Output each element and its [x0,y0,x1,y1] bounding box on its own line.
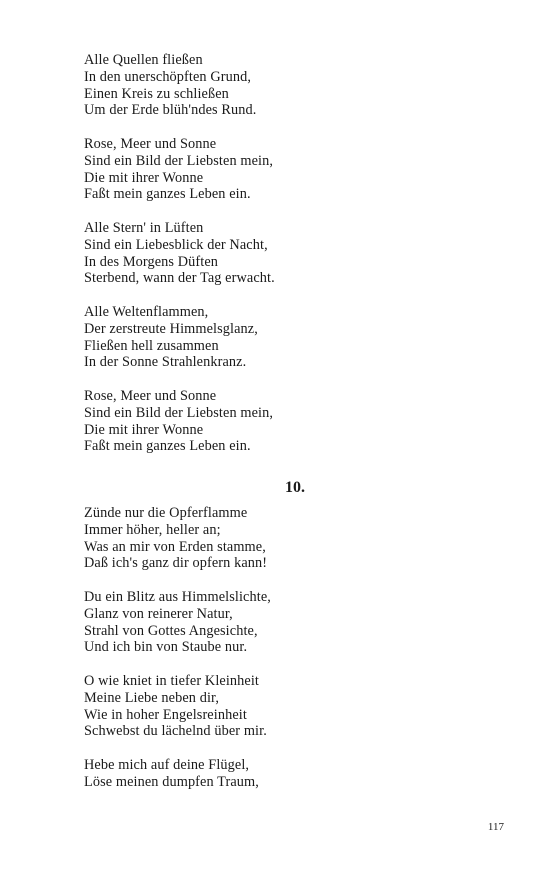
poem-line: Strahl von Gottes Angesichte, [84,622,258,639]
poem-line: Sterbend, wann der Tag erwacht. [84,270,275,287]
poem-line: Alle Quellen fließen [84,52,203,68]
poem-line: Fließen hell zusammen [84,337,219,354]
page-number: 117 [487,821,504,833]
poem-line: Schwebst du lächelnd über mir. [84,723,267,740]
poem-line: Einen Kreis zu schließen [84,85,229,102]
poem-line: Wie in hoher Engelsreinheit [84,706,247,723]
stanza [84,673,504,740]
poem-line: Faßt mein ganzes Leben ein. [84,186,251,203]
poem-line: Meine Liebe neben dir, [84,689,220,706]
poem-line: Löse meinen dumpfen Traum, [84,773,259,790]
poem-line: Hebe mich auf deine Flügel, [84,757,250,773]
poem-line: Du ein Blitz aus Himmelslichte, [84,589,271,605]
poem-line: Und ich bin von Staube nur. [84,639,248,656]
poem-line: Faßt mein ganzes Leben ein. [84,438,251,455]
poem-line: In des Morgens Düften [84,253,219,270]
poem-line: Um der Erde blüh'ndes Rund. [84,102,257,119]
stanza [84,304,504,371]
stanza [84,136,504,203]
poem-line: Immer höher, heller an; [84,521,221,538]
poem-line: Die mit ihrer Wonne [84,169,204,186]
poem-line: Daß ich's ganz dir opfern kann! [84,555,268,572]
poem-line: Die mit ihrer Wonne [84,421,204,438]
stanza [84,589,504,656]
stanza [84,220,504,287]
stanza [84,757,504,791]
poem-line: Glanz von reinerer Natur, [84,605,233,622]
poem-line: Der zerstreute Himmelsglanz, [84,320,258,337]
stanza [84,505,504,572]
poem-line: Rose, Meer und Sonne [84,388,217,404]
poem-line: Sind ein Bild der Liebsten mein, [84,152,274,169]
poem-line: Rose, Meer und Sonne [84,136,217,152]
stanza [84,52,504,119]
poem-line: Zünde nur die Opferflamme [84,505,248,521]
poem-line: O wie kniet in tiefer Kleinheit [84,673,260,689]
poem-line: In der Sonne Strahlenkranz. [84,354,247,371]
stanza [84,388,504,455]
poem-line: Was an mir von Erden stamme, [84,538,266,555]
poem-line: Alle Stern' in Lüften [84,220,204,236]
poem-line: Sind ein Bild der Liebsten mein, [84,404,274,421]
poem-line: Alle Weltenflammen, [84,304,209,320]
poem-line: In den unerschöpften Grund, [84,68,252,85]
section-heading: 10. [285,479,305,496]
poem-line: Sind ein Liebesblick der Nacht, [84,236,268,253]
